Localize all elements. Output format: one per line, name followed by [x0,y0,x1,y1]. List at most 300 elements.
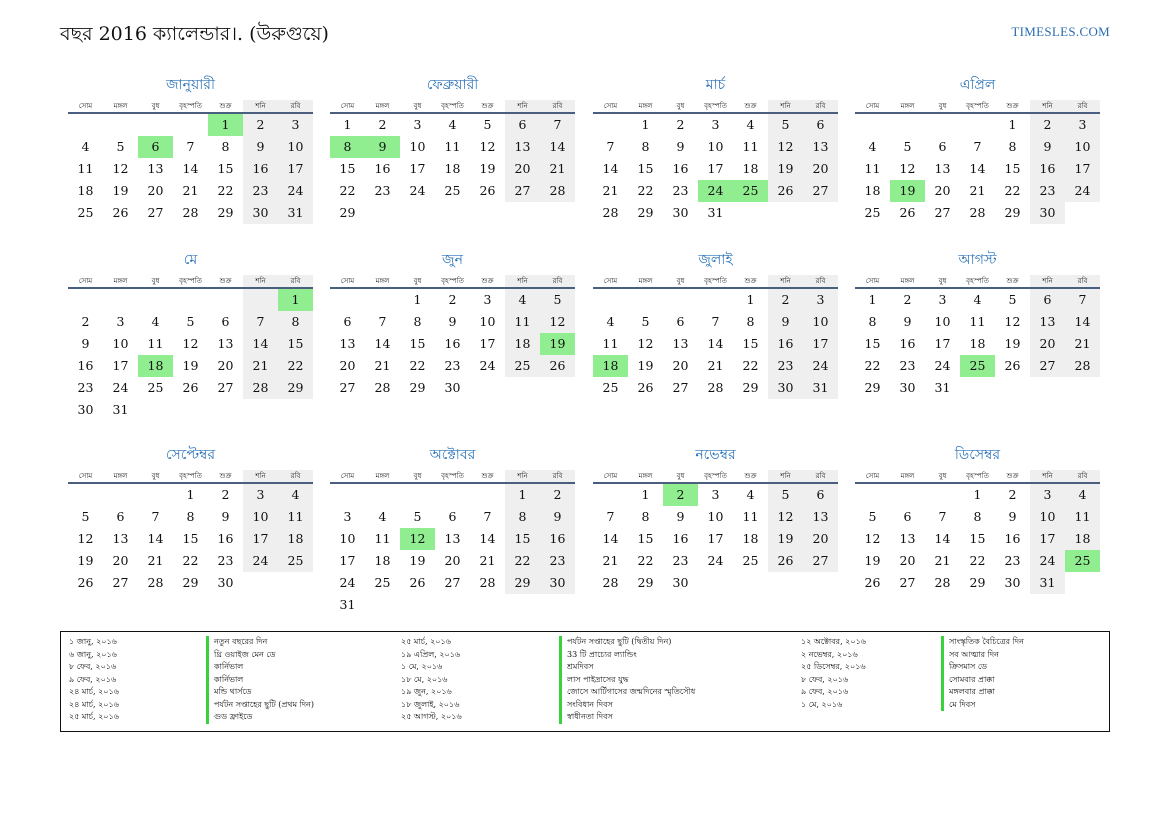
day-cell[interactable]: 9 [221,509,230,524]
day-cell[interactable]: 12 [768,136,803,158]
day-cell[interactable]: 31 [278,202,313,224]
day-cell[interactable]: 11 [864,161,881,176]
day-cell[interactable]: 27 [444,575,461,590]
day-cell[interactable]: 29 [637,575,654,590]
day-cell[interactable]: 9 [768,311,803,333]
day-cell[interactable]: 12 [77,531,94,546]
day-cell[interactable]: 27 [339,380,356,395]
day-cell[interactable]: 18 [864,183,881,198]
day-cell[interactable]: 30 [217,575,234,590]
day-cell[interactable]: 27 [803,180,838,202]
day-cell[interactable]: 6 [221,314,230,329]
day-cell[interactable]: 3 [938,292,947,307]
day-cell[interactable]: 23 [444,358,461,373]
day-cell[interactable]: 12 [899,161,916,176]
day-cell[interactable]: 6 [938,139,947,154]
day-cell[interactable]: 16 [672,161,689,176]
day-cell[interactable]: 22 [339,183,356,198]
day-cell[interactable]: 10 [707,139,724,154]
day-cell[interactable]: 27 [1030,355,1065,377]
day-cell[interactable]: 3 [278,114,313,136]
day-cell[interactable]: 14 [182,161,199,176]
day-cell[interactable]: 9 [243,136,278,158]
day-cell[interactable]: 10 [1065,136,1100,158]
day-cell[interactable]: 25 [278,550,313,572]
day-cell[interactable]: 14 [602,161,619,176]
day-cell[interactable]: 26 [479,183,496,198]
day-cell[interactable]: 22 [505,550,540,572]
day-cell[interactable]: 16 [77,358,94,373]
day-cell[interactable]: 3 [343,509,352,524]
day-cell[interactable]: 20 [147,183,164,198]
day-cell[interactable]: 19 [768,528,803,550]
holiday-day[interactable]: 1 [208,114,243,136]
day-cell[interactable]: 30 [672,205,689,220]
day-cell[interactable]: 20 [444,553,461,568]
day-cell[interactable]: 31 [934,380,951,395]
day-cell[interactable]: 18 [969,336,986,351]
day-cell[interactable]: 22 [637,553,654,568]
day-cell[interactable]: 21 [969,183,986,198]
day-cell[interactable]: 25 [77,205,94,220]
day-cell[interactable]: 16 [1004,531,1021,546]
day-cell[interactable]: 1 [505,484,540,506]
day-cell[interactable]: 24 [1065,180,1100,202]
day-cell[interactable]: 10 [803,311,838,333]
day-cell[interactable]: 5 [540,289,575,311]
day-cell[interactable]: 1 [186,487,195,502]
day-cell[interactable]: 30 [899,380,916,395]
day-cell[interactable]: 14 [374,336,391,351]
day-cell[interactable]: 6 [1030,289,1065,311]
day-cell[interactable]: 2 [676,117,685,132]
day-cell[interactable]: 29 [217,205,234,220]
day-cell[interactable]: 26 [112,205,129,220]
day-cell[interactable]: 31 [112,402,129,417]
day-cell[interactable]: 4 [746,487,755,502]
day-cell[interactable]: 28 [969,205,986,220]
day-cell[interactable]: 14 [707,336,724,351]
day-cell[interactable]: 18 [444,161,461,176]
day-cell[interactable]: 13 [899,531,916,546]
day-cell[interactable]: 5 [483,117,492,132]
day-cell[interactable]: 13 [1030,311,1065,333]
day-cell[interactable]: 5 [413,509,422,524]
day-cell[interactable]: 20 [339,358,356,373]
day-cell[interactable]: 16 [374,161,391,176]
day-cell[interactable]: 25 [147,380,164,395]
day-cell[interactable]: 5 [81,509,90,524]
day-cell[interactable]: 15 [339,161,356,176]
day-cell[interactable]: 12 [182,336,199,351]
day-cell[interactable]: 14 [479,531,496,546]
day-cell[interactable]: 4 [746,117,755,132]
day-cell[interactable]: 12 [637,336,654,351]
day-cell[interactable]: 31 [803,377,838,399]
day-cell[interactable]: 5 [868,509,877,524]
day-cell[interactable]: 20 [1030,333,1065,355]
day-cell[interactable]: 19 [864,553,881,568]
day-cell[interactable]: 26 [899,205,916,220]
day-cell[interactable]: 15 [182,531,199,546]
day-cell[interactable]: 2 [243,114,278,136]
day-cell[interactable]: 18 [1065,528,1100,550]
day-cell[interactable]: 19 [1004,336,1021,351]
day-cell[interactable]: 2 [903,292,912,307]
day-cell[interactable]: 8 [641,509,650,524]
day-cell[interactable]: 5 [641,314,650,329]
day-cell[interactable]: 22 [217,183,234,198]
day-cell[interactable]: 28 [602,205,619,220]
day-cell[interactable]: 16 [243,158,278,180]
day-cell[interactable]: 27 [934,205,951,220]
day-cell[interactable]: 24 [934,358,951,373]
day-cell[interactable]: 29 [182,575,199,590]
day-cell[interactable]: 8 [278,311,313,333]
day-cell[interactable]: 7 [540,114,575,136]
day-cell[interactable]: 12 [768,506,803,528]
day-cell[interactable]: 6 [903,509,912,524]
day-cell[interactable]: 24 [1030,550,1065,572]
day-cell[interactable]: 11 [505,311,540,333]
day-cell[interactable]: 4 [448,117,457,132]
holiday-day[interactable]: 6 [138,136,173,158]
day-cell[interactable]: 31 [339,597,356,612]
day-cell[interactable]: 13 [217,336,234,351]
day-cell[interactable]: 4 [505,289,540,311]
day-cell[interactable]: 30 [77,402,94,417]
day-cell[interactable]: 9 [1008,509,1017,524]
day-cell[interactable]: 16 [899,336,916,351]
day-cell[interactable]: 27 [899,575,916,590]
day-cell[interactable]: 1 [641,117,650,132]
day-cell[interactable]: 9 [676,139,685,154]
day-cell[interactable]: 15 [742,336,759,351]
day-cell[interactable]: 1 [1008,117,1017,132]
day-cell[interactable]: 26 [864,575,881,590]
day-cell[interactable]: 29 [278,377,313,399]
day-cell[interactable]: 11 [742,139,759,154]
day-cell[interactable]: 14 [602,531,619,546]
day-cell[interactable]: 4 [378,509,387,524]
day-cell[interactable]: 13 [672,336,689,351]
day-cell[interactable]: 3 [116,314,125,329]
day-cell[interactable]: 23 [1030,180,1065,202]
day-cell[interactable]: 13 [505,136,540,158]
day-cell[interactable]: 1 [868,292,877,307]
day-cell[interactable]: 18 [374,553,391,568]
day-cell[interactable]: 29 [409,380,426,395]
day-cell[interactable]: 9 [81,336,90,351]
day-cell[interactable]: 25 [444,183,461,198]
day-cell[interactable]: 6 [505,114,540,136]
day-cell[interactable]: 19 [182,358,199,373]
holiday-day[interactable]: 2 [663,484,698,506]
day-cell[interactable]: 23 [77,380,94,395]
day-cell[interactable]: 17 [934,336,951,351]
day-cell[interactable]: 7 [711,314,720,329]
day-cell[interactable]: 5 [903,139,912,154]
day-cell[interactable]: 26 [768,180,803,202]
day-cell[interactable]: 2 [1008,487,1017,502]
day-cell[interactable]: 7 [151,509,160,524]
day-cell[interactable]: 19 [77,553,94,568]
day-cell[interactable]: 7 [243,311,278,333]
day-cell[interactable]: 21 [479,553,496,568]
day-cell[interactable]: 18 [278,528,313,550]
day-cell[interactable]: 17 [803,333,838,355]
day-cell[interactable]: 27 [112,575,129,590]
day-cell[interactable]: 19 [409,553,426,568]
day-cell[interactable]: 26 [182,380,199,395]
day-cell[interactable]: 26 [768,550,803,572]
day-cell[interactable]: 26 [1004,358,1021,373]
day-cell[interactable]: 10 [278,136,313,158]
day-cell[interactable]: 5 [186,314,195,329]
day-cell[interactable]: 13 [803,506,838,528]
day-cell[interactable]: 25 [602,380,619,395]
holiday-day[interactable]: 19 [890,180,925,202]
day-cell[interactable]: 30 [243,202,278,224]
day-cell[interactable]: 28 [479,575,496,590]
day-cell[interactable]: 17 [112,358,129,373]
holiday-day[interactable]: 25 [960,355,995,377]
day-cell[interactable]: 12 [864,531,881,546]
day-cell[interactable]: 13 [147,161,164,176]
day-cell[interactable]: 28 [707,380,724,395]
day-cell[interactable]: 1 [641,487,650,502]
day-cell[interactable]: 21 [374,358,391,373]
holiday-day[interactable]: 19 [540,333,575,355]
day-cell[interactable]: 24 [112,380,129,395]
day-cell[interactable]: 22 [1004,183,1021,198]
day-cell[interactable]: 24 [278,180,313,202]
day-cell[interactable]: 25 [374,575,391,590]
day-cell[interactable]: 28 [540,180,575,202]
day-cell[interactable]: 2 [378,117,387,132]
day-cell[interactable]: 19 [768,158,803,180]
day-cell[interactable]: 8 [641,139,650,154]
day-cell[interactable]: 22 [182,553,199,568]
day-cell[interactable]: 23 [899,358,916,373]
day-cell[interactable]: 3 [803,289,838,311]
day-cell[interactable]: 9 [903,314,912,329]
day-cell[interactable]: 4 [151,314,160,329]
day-cell[interactable]: 8 [973,509,982,524]
day-cell[interactable]: 6 [448,509,457,524]
day-cell[interactable]: 3 [243,484,278,506]
day-cell[interactable]: 15 [637,531,654,546]
day-cell[interactable]: 9 [676,509,685,524]
day-cell[interactable]: 6 [343,314,352,329]
day-cell[interactable]: 30 [1030,202,1065,224]
day-cell[interactable]: 11 [374,531,391,546]
day-cell[interactable]: 17 [1065,158,1100,180]
day-cell[interactable]: 12 [112,161,129,176]
day-cell[interactable]: 3 [413,117,422,132]
day-cell[interactable]: 27 [672,380,689,395]
day-cell[interactable]: 21 [602,553,619,568]
day-cell[interactable]: 15 [637,161,654,176]
holiday-day[interactable]: 24 [698,180,733,202]
day-cell[interactable]: 3 [483,292,492,307]
day-cell[interactable]: 2 [768,289,803,311]
day-cell[interactable]: 8 [746,314,755,329]
day-cell[interactable]: 6 [676,314,685,329]
day-cell[interactable]: 28 [374,380,391,395]
day-cell[interactable]: 21 [243,355,278,377]
day-cell[interactable]: 29 [864,380,881,395]
holiday-day[interactable]: 25 [1065,550,1100,572]
day-cell[interactable]: 13 [444,531,461,546]
holiday-day[interactable]: 18 [593,355,628,377]
day-cell[interactable]: 5 [768,484,803,506]
brand-link[interactable]: TIMESLES.COM [1011,24,1110,39]
day-cell[interactable]: 21 [934,553,951,568]
day-cell[interactable]: 4 [868,139,877,154]
holiday-day[interactable]: 8 [330,136,365,158]
day-cell[interactable]: 7 [483,509,492,524]
day-cell[interactable]: 13 [112,531,129,546]
day-cell[interactable]: 25 [742,553,759,568]
day-cell[interactable]: 21 [1065,333,1100,355]
day-cell[interactable]: 29 [637,205,654,220]
day-cell[interactable]: 1 [413,292,422,307]
day-cell[interactable]: 11 [969,314,986,329]
day-cell[interactable]: 8 [868,314,877,329]
day-cell[interactable]: 2 [81,314,90,329]
day-cell[interactable]: 20 [505,158,540,180]
day-cell[interactable]: 26 [409,575,426,590]
day-cell[interactable]: 20 [672,358,689,373]
day-cell[interactable]: 15 [278,333,313,355]
day-cell[interactable]: 27 [505,180,540,202]
day-cell[interactable]: 11 [77,161,94,176]
day-cell[interactable]: 5 [1008,292,1017,307]
day-cell[interactable]: 4 [973,292,982,307]
day-cell[interactable]: 10 [339,531,356,546]
day-cell[interactable]: 22 [278,355,313,377]
day-cell[interactable]: 25 [864,205,881,220]
day-cell[interactable]: 23 [672,183,689,198]
day-cell[interactable]: 30 [444,380,461,395]
day-cell[interactable]: 28 [147,575,164,590]
day-cell[interactable]: 10 [409,139,426,154]
day-cell[interactable]: 8 [505,506,540,528]
day-cell[interactable]: 15 [1004,161,1021,176]
day-cell[interactable]: 21 [147,553,164,568]
day-cell[interactable]: 27 [217,380,234,395]
day-cell[interactable]: 23 [540,550,575,572]
day-cell[interactable]: 10 [1030,506,1065,528]
day-cell[interactable]: 28 [243,377,278,399]
day-cell[interactable]: 11 [742,509,759,524]
day-cell[interactable]: 7 [186,139,195,154]
day-cell[interactable]: 23 [217,553,234,568]
day-cell[interactable]: 7 [606,139,615,154]
holiday-day[interactable]: 25 [733,180,768,202]
day-cell[interactable]: 3 [711,487,720,502]
day-cell[interactable]: 7 [378,314,387,329]
day-cell[interactable]: 29 [339,205,356,220]
day-cell[interactable]: 16 [672,531,689,546]
day-cell[interactable]: 26 [637,380,654,395]
day-cell[interactable]: 20 [934,183,951,198]
day-cell[interactable]: 21 [602,183,619,198]
day-cell[interactable]: 17 [707,531,724,546]
day-cell[interactable]: 22 [864,358,881,373]
day-cell[interactable]: 11 [444,139,461,154]
day-cell[interactable]: 8 [1008,139,1017,154]
day-cell[interactable]: 20 [803,528,838,550]
day-cell[interactable]: 23 [768,355,803,377]
day-cell[interactable]: 2 [540,484,575,506]
day-cell[interactable]: 12 [1004,314,1021,329]
day-cell[interactable]: 1 [973,487,982,502]
day-cell[interactable]: 17 [409,161,426,176]
day-cell[interactable]: 24 [803,355,838,377]
day-cell[interactable]: 31 [707,205,724,220]
day-cell[interactable]: 10 [479,314,496,329]
day-cell[interactable]: 2 [1030,114,1065,136]
day-cell[interactable]: 20 [899,553,916,568]
day-cell[interactable]: 9 [448,314,457,329]
day-cell[interactable]: 29 [742,380,759,395]
day-cell[interactable]: 1 [746,292,755,307]
day-cell[interactable]: 16 [1030,158,1065,180]
day-cell[interactable]: 5 [116,139,125,154]
holiday-day[interactable]: 18 [138,355,173,377]
day-cell[interactable]: 20 [217,358,234,373]
day-cell[interactable]: 15 [505,528,540,550]
day-cell[interactable]: 6 [116,509,125,524]
day-cell[interactable]: 11 [278,506,313,528]
day-cell[interactable]: 28 [934,575,951,590]
day-cell[interactable]: 21 [540,158,575,180]
day-cell[interactable]: 14 [540,136,575,158]
day-cell[interactable]: 4 [1065,484,1100,506]
day-cell[interactable]: 24 [409,183,426,198]
day-cell[interactable]: 12 [479,139,496,154]
day-cell[interactable]: 4 [81,139,90,154]
day-cell[interactable]: 30 [768,377,803,399]
day-cell[interactable]: 22 [637,183,654,198]
day-cell[interactable]: 14 [147,531,164,546]
day-cell[interactable]: 2 [221,487,230,502]
day-cell[interactable]: 21 [707,358,724,373]
day-cell[interactable]: 15 [409,336,426,351]
day-cell[interactable]: 5 [768,114,803,136]
day-cell[interactable]: 15 [969,531,986,546]
day-cell[interactable]: 24 [707,553,724,568]
day-cell[interactable]: 12 [540,311,575,333]
day-cell[interactable]: 4 [606,314,615,329]
holiday-day[interactable]: 1 [278,289,313,311]
day-cell[interactable]: 14 [1065,311,1100,333]
day-cell[interactable]: 31 [1030,572,1065,594]
day-cell[interactable]: 30 [540,572,575,594]
day-cell[interactable]: 10 [934,314,951,329]
day-cell[interactable]: 17 [1030,528,1065,550]
day-cell[interactable]: 16 [444,336,461,351]
day-cell[interactable]: 22 [969,553,986,568]
day-cell[interactable]: 15 [864,336,881,351]
day-cell[interactable]: 11 [602,336,619,351]
day-cell[interactable]: 2 [448,292,457,307]
day-cell[interactable]: 21 [182,183,199,198]
holiday-day[interactable]: 9 [365,136,400,158]
day-cell[interactable]: 30 [672,575,689,590]
